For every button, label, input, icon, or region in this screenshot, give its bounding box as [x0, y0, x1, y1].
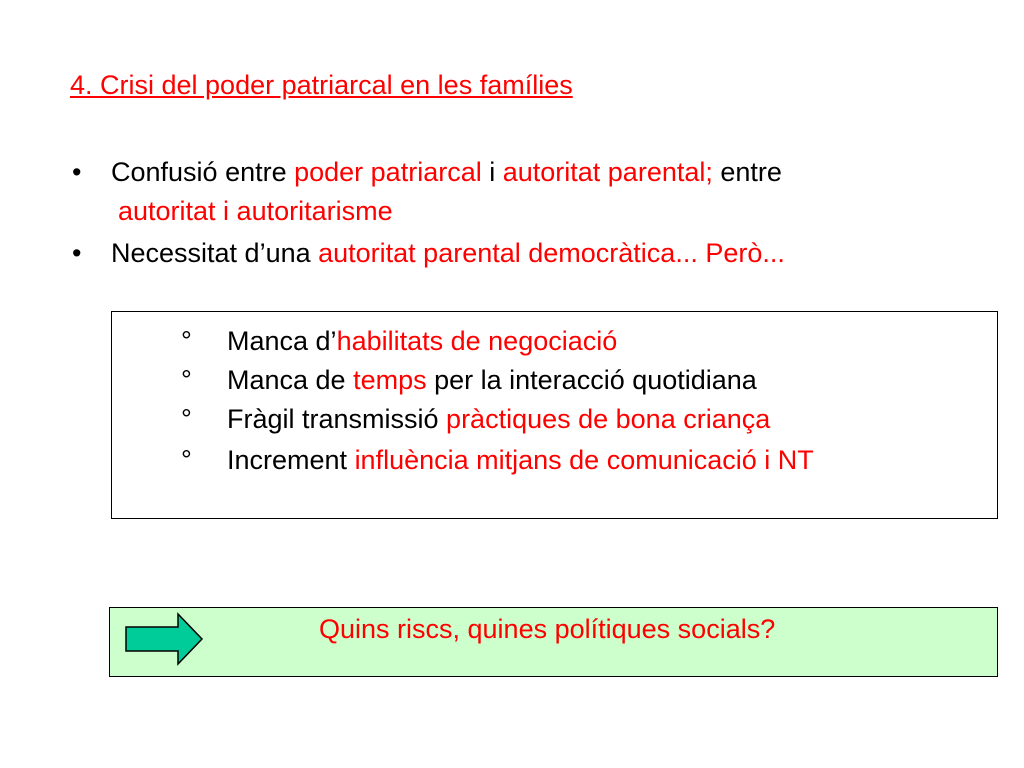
slide-title: 4. Crisi del poder patriarcal en les famílies: [70, 70, 573, 100]
sub-item-1-text-b: habilitats de negociació: [336, 326, 618, 356]
degree-marker: °: [181, 404, 192, 434]
right-arrow-icon: [124, 612, 204, 666]
degree-marker: °: [181, 445, 192, 475]
sub-item-2-text-b: temps: [353, 365, 427, 395]
sub-item-4-text-a: Increment: [227, 445, 355, 475]
bullet-1-text-e: entre: [712, 157, 782, 187]
sub-item-1: [181, 324, 618, 358]
bullet-marker: •: [72, 238, 82, 268]
bullet-1-text-b: poder patriarcal: [294, 157, 482, 187]
bullet-1-line-2: autoritat i autoritarisme: [118, 196, 393, 226]
bullet-marker: •: [72, 157, 82, 187]
question-box: [109, 607, 998, 677]
sub-item-2: [181, 363, 757, 397]
bullet-1-line-1: [111, 155, 782, 189]
degree-marker: °: [181, 326, 192, 356]
sub-item-2-text-c: per la interacció quotidiana: [426, 365, 757, 395]
question-text: Quins riscs, quines polítiques socials?: [319, 614, 776, 644]
sub-item-3-text-b: pràctiques de bona criança: [446, 404, 771, 434]
bullet-1-text-c: i: [481, 157, 503, 187]
sub-item-2-text-a: Manca de: [227, 365, 354, 395]
sub-item-1-text-a: Manca d’: [227, 326, 337, 356]
bullet-2: [111, 236, 785, 270]
bullet-2-text-a: Necessitat d’una: [111, 238, 319, 268]
sub-item-4-text-b: influència mitjans de comunicació i NT: [354, 445, 814, 475]
sub-item-3-text-a: Fràgil transmissió: [227, 404, 447, 434]
degree-marker: °: [181, 365, 192, 395]
bullet-1-text-d: autoritat parental;: [502, 157, 713, 187]
sub-item-3: [181, 402, 771, 436]
bullet-2-text-b: autoritat parental democràtica... Però...: [318, 238, 785, 268]
sub-list-box: [111, 311, 998, 519]
sub-item-4: [181, 443, 814, 477]
bullet-1-text-a: Confusió entre: [111, 157, 295, 187]
